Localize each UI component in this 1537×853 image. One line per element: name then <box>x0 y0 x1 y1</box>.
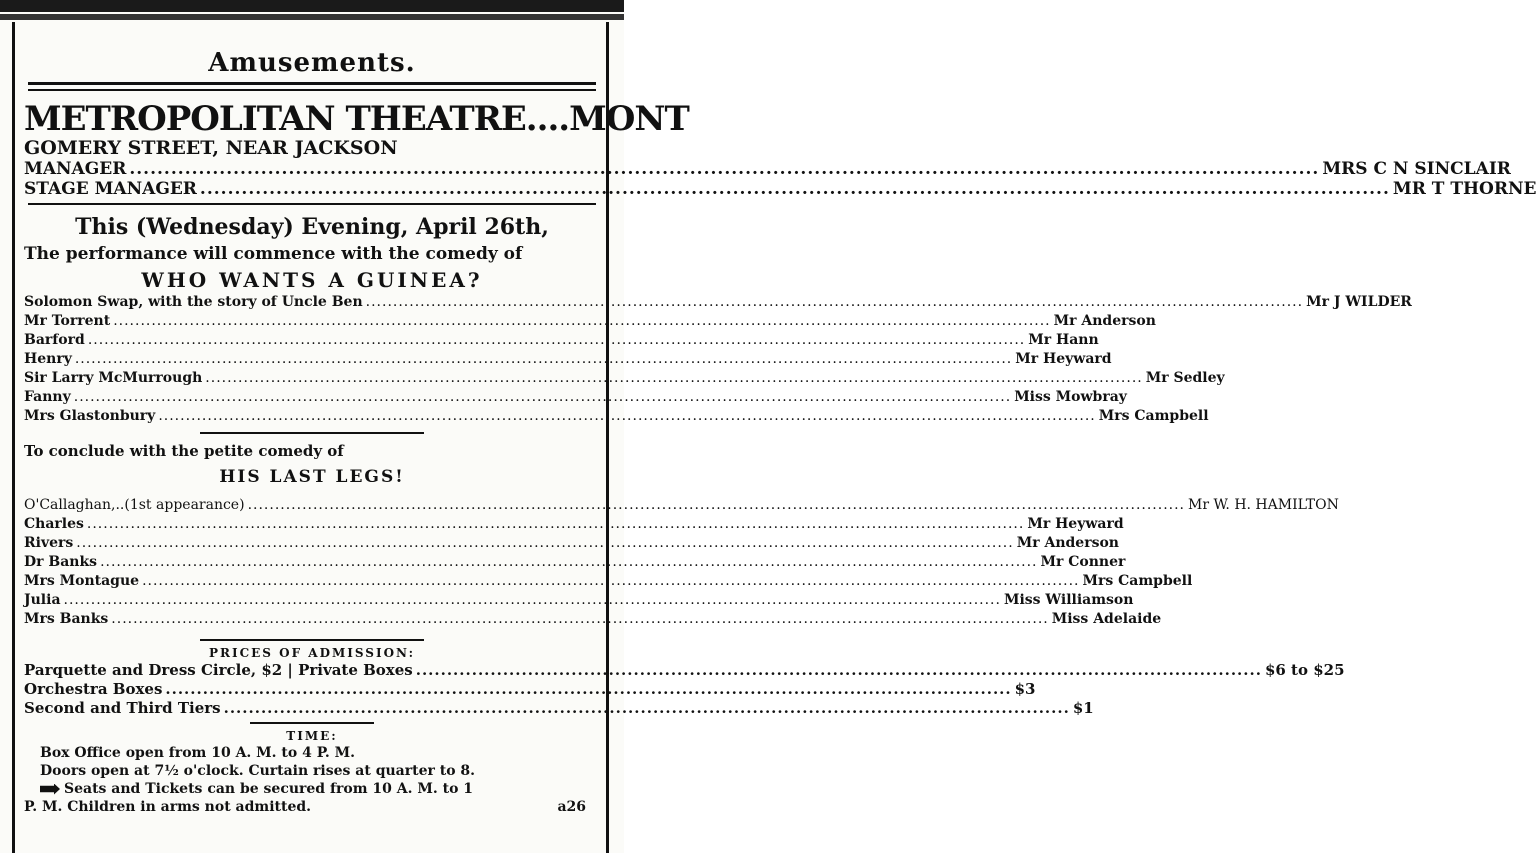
ad-reference: a26 <box>557 799 586 815</box>
manager-label: MANAGER <box>24 159 127 179</box>
seats-note: Seats and Tickets can be secured from 10 A. M. to 1 <box>40 780 600 798</box>
evening-date: This (Wednesday) Evening, April 26th, <box>75 214 549 240</box>
play-title-1: WHO WANTS A GUINEA? <box>141 268 483 292</box>
divider <box>200 432 424 434</box>
cast-list-2 <box>20 496 1339 629</box>
cast-row: Mr Torrent ..... Mr Anderson <box>24 312 600 331</box>
stage-manager-line <box>24 179 1537 199</box>
price-row: Parquette and Dress Circle, $2 | Private Boxes ..... $6 to $25 <box>24 661 600 680</box>
divider <box>28 89 596 91</box>
cast-row: Mrs Montague ..... Mrs Campbell <box>24 572 600 591</box>
theatre-name-line: METROPOLITAN THEATRE....MONT <box>24 99 689 139</box>
cast-row: Fanny ..... Miss Mowbray <box>24 388 600 407</box>
divider <box>200 639 424 641</box>
cast-list-1 <box>20 293 1412 426</box>
cast-row: O'Callaghan,..(1st appearance) ..... Mr W. H. HAMILTON <box>24 496 600 515</box>
conclude-text: To conclude with the petite comedy of <box>24 442 344 460</box>
column-rule-right <box>606 22 609 853</box>
cast-row: Solomon Swap, with the story of Uncle Ben ..... Mr J WILDER <box>24 293 600 312</box>
times-title: TIME: <box>286 729 338 743</box>
pointing-hand-icon <box>40 784 60 795</box>
doors-note: Doors open at 7½ o'clock. Curtain rises at quarter to 8. <box>40 763 476 779</box>
cast-row: Rivers ..... Mr Anderson <box>24 534 600 553</box>
cast-row: Julia ..... Miss Williamson <box>24 591 600 610</box>
play-title-2: HIS LAST LEGS! <box>219 467 405 487</box>
cast-row: Sir Larry McMurrough ..... Mr Sedley <box>24 369 600 388</box>
prices-title: PRICES OF ADMISSION: <box>208 646 416 660</box>
cast-row: Mrs Banks ..... Miss Adelaide <box>24 610 600 629</box>
theatre-name: METROPOLITAN THEATRE <box>24 99 526 139</box>
price-row: Second and Third Tiers ..... $1 <box>24 699 600 718</box>
box-office-note: Box Office open from 10 A. M. to 4 P. M. <box>40 745 356 761</box>
cast-row: Barford ..... Mr Hann <box>24 331 600 350</box>
theatre-name-suffix: MONT <box>569 99 689 139</box>
manager-line <box>24 159 1511 179</box>
stage-manager-label: STAGE MANAGER <box>24 179 197 199</box>
prices-list <box>20 661 1345 718</box>
divider <box>250 722 374 724</box>
manager-name: MRS C N SINCLAIR <box>1322 159 1511 179</box>
column-rule-left <box>12 22 15 853</box>
intro-text: The performance will commence with the comedy of <box>24 244 523 264</box>
cast-row: Dr Banks ..... Mr Conner <box>24 553 600 572</box>
top-border-secondary <box>0 14 624 20</box>
theatre-location: GOMERY STREET, NEAR JACKSON <box>24 137 398 159</box>
top-border <box>0 0 624 12</box>
children-note: P. M. Children in arms not admitted. a26 <box>24 799 586 815</box>
advertisement-column <box>20 22 1537 816</box>
cast-row: Charles ..... Mr Heyward <box>24 515 600 534</box>
cast-row: Henry ..... Mr Heyward <box>24 350 600 369</box>
price-row: Orchestra Boxes ..... $3 <box>24 680 600 699</box>
divider <box>28 82 596 85</box>
section-heading: Amusements. <box>208 48 416 78</box>
cast-row: Mrs Glastonbury ..... Mrs Campbell <box>24 407 600 426</box>
divider <box>28 203 596 205</box>
stage-manager-name: MR T THORNE <box>1392 179 1537 199</box>
